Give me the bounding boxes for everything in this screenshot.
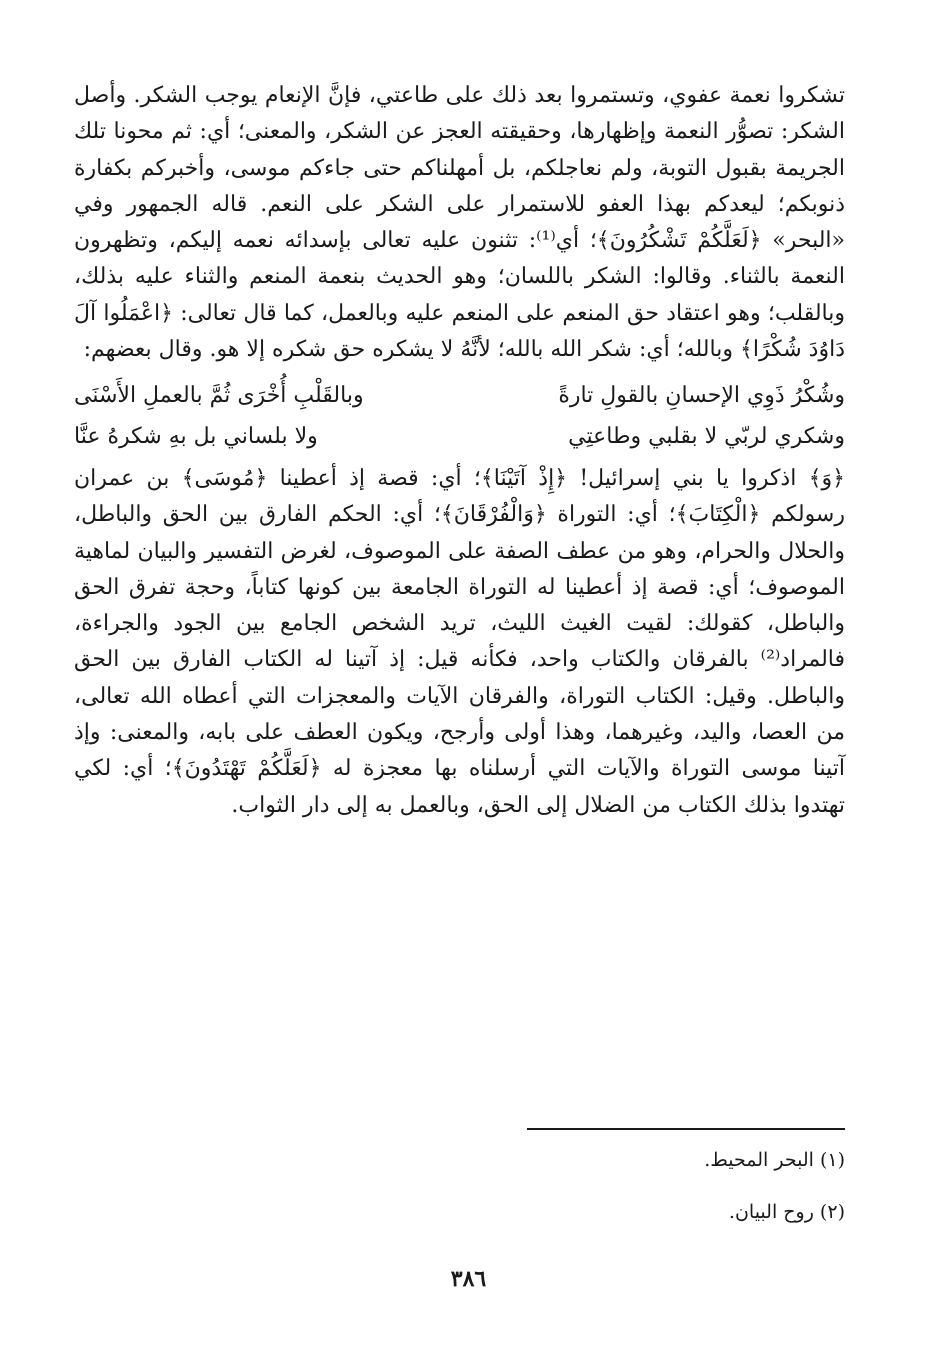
paragraph-1: تشكروا نعمة عفوي، وتستمروا بعد ذلك على طاعتي، فإنَّ الإنعام يوجب الشكر. وأصل الشكر: تصوُّر النعمة وإظهارها، وحقيقته العجز عن الشكر، والمعنى؛ أي: ثم محونا تلك الجريمة بقبول التوبة، ولم نعاجلكم، بل أمهلناكم حتى جاءكم موسى، وأخبركم بكفارة ذنوبكم؛ ليعدكم بهذا العفو للاستمرار على الشكر على النعم. قاله الجمهور وفي «البحر» ﴿لَعَلَّكُمْ تَشْكُرُونَ﴾؛ أي⁽¹⁾: تثنون عليه تعالى بإسدائه نعمه إليكم، وتظهرون النعمة بالثناء. وقالوا: الشكر باللسان؛ وهو الحديث بنعمة المنعم والثناء عليه بذلك، وبالقلب؛ وهو اعتقاد حق المنعم على المنعم عليه وبالعمل، كما قال تعالى: ﴿اعْمَلُوا آلَ دَاوُدَ شُكْرًا﴾ وبالله؛ أي: شكر الله بالله؛ لأنَّهُ لا يشكره حق شكره إلا هو. وقال بعضهم: [74,83,845,363]
poem-line-2 [74,419,845,455]
footnote-1: (١) البحر المحيط. [704,1149,845,1171]
footnote-divider [527,1128,845,1130]
footnotes [345,1145,845,1249]
page-number: ٣٨٦ [450,1266,487,1292]
poem-line-1-first-hemistich: وشُكْرُ ذَوِي الإحسانِ بالقولِ تارةً [558,383,845,409]
poem-line-1-second-hemistich: وبالقَلْبِ أُخْرَى ثُمَّ بالعملِ الأَسْنَى [74,383,364,409]
main-text [74,78,845,824]
poem-line-1 [74,378,845,414]
poem-line-2-second-hemistich: ولا بلساني بل بهِ شكرهُ عنَّا [74,423,318,449]
poem-line-2-first-hemistich: وشكري لربّي لا بقلبي وطاعتِي [568,423,845,449]
paragraph-2: ﴿وَ﴾ اذكروا يا بني إسرائيل! ﴿إِذْ آتَيْنَا﴾؛ أي: قصة إذ أعطينا ﴿مُوسَى﴾ بن عمران رسولكم ﴿الْكِتَابَ﴾؛ أي: التوراة ﴿وَالْفُرْقَانَ﴾؛ أي: الحكم الفارق بين الحق والباطل، والحلال والحرام، وهو من عطف الصفة على الموصوف، لغرض التفسير والبيان لماهية الموصوف؛ أي: قصة إذ أعطينا له التوراة الجامعة بين كونها كتاباً، وحجة تفرق الحق والباطل، كقولك: لقيت الغيث الليث، تريد الشخص الجامع بين الجود والجراءة، فالمراد⁽²⁾ بالفرقان والكتاب واحد، فكأنه قيل: إذ آتينا له الكتاب الفارق بين الحق والباطل. وقيل: الكتاب التوراة، والفرقان الآيات والمعجزات التي أعطاه الله تعالى، من العصا، واليد، وغيرهما، وهذا أولى وأرجح، ويكون العطف على بابه، والمعنى: وإذ آتينا موسى التوراة والآيات التي أرسلناه بها معجزة له ﴿لَعَلَّكُمْ تَهْتَدُونَ﴾؛ أي: لكي تهتدوا بذلك الكتاب من الضلال إلى الحق، وبالعمل به إلى دار الثواب. [74,465,845,818]
footnote-2: (٢) روح البيان. [728,1201,845,1223]
